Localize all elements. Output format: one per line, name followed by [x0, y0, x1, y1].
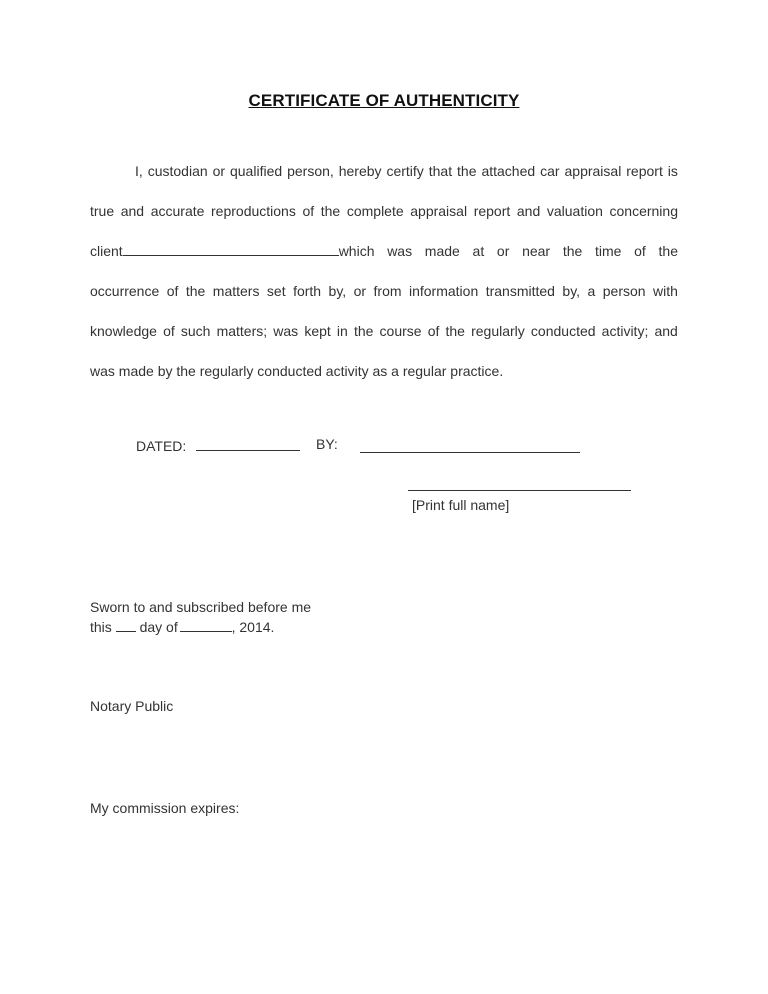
word: and — [120, 203, 145, 219]
sworn-statement — [90, 597, 311, 637]
word: made — [424, 243, 460, 259]
word: which — [338, 243, 375, 259]
word: true — [90, 203, 115, 219]
word: hereby — [338, 163, 382, 179]
word: the — [320, 203, 341, 219]
word: attached — [481, 163, 536, 179]
word: or — [212, 163, 226, 179]
word: the — [353, 323, 374, 339]
word: person, — [287, 163, 334, 179]
word: custodian — [147, 163, 208, 179]
word: of — [302, 203, 315, 219]
word: with — [653, 283, 678, 299]
paragraph-line-1 — [90, 151, 678, 191]
dated-label: DATED: — [136, 438, 187, 454]
word: certify — [386, 163, 424, 179]
word: by, — [328, 283, 347, 299]
word: person — [602, 283, 646, 299]
word: information — [408, 283, 479, 299]
word: the — [457, 163, 477, 179]
sworn-line-1: Sworn to and subscribed before me — [90, 599, 312, 615]
word: knowledge — [90, 323, 157, 339]
paragraph-line-5 — [90, 311, 678, 351]
word: is — [667, 163, 678, 179]
sworn-this: this — [90, 619, 112, 635]
word: transmitted — [485, 283, 555, 299]
word: activity; — [601, 323, 649, 339]
word: course — [379, 323, 422, 339]
by-label: BY: — [316, 436, 338, 452]
word: conducted — [530, 323, 596, 339]
line-3-rest — [339, 231, 678, 271]
word: matters; — [216, 323, 268, 339]
signature-blank-line[interactable] — [360, 436, 580, 453]
word: in — [336, 323, 348, 339]
print-name-label: [Print full name] — [412, 497, 510, 513]
word: forth — [293, 283, 322, 299]
word: complete — [346, 203, 404, 219]
word: the — [185, 283, 206, 299]
word: by, — [562, 283, 581, 299]
word: accurate — [150, 203, 205, 219]
word: the — [562, 243, 583, 259]
word: the — [658, 243, 678, 259]
word: from — [373, 283, 402, 299]
word: of — [163, 323, 175, 339]
word: of — [427, 323, 440, 339]
word: reproductions — [211, 203, 296, 219]
word: or — [496, 243, 510, 259]
word: set — [266, 283, 286, 299]
word: valuation — [546, 203, 603, 219]
word: concerning — [609, 203, 678, 219]
word: at — [472, 243, 485, 259]
word: appraisal — [564, 163, 622, 179]
dated-field — [136, 436, 300, 454]
paragraph-line-6: was made by the regularly conducted activity as a regular practice. — [90, 363, 504, 379]
word: report — [473, 203, 511, 219]
word: that — [428, 163, 453, 179]
client-blank-line[interactable] — [123, 241, 339, 256]
word: matters — [212, 283, 260, 299]
word: of — [634, 243, 646, 259]
word: near — [522, 243, 551, 259]
word: qualified — [229, 163, 283, 179]
sworn-line-2 — [90, 617, 311, 637]
word: or — [353, 283, 367, 299]
paragraph-line-2 — [90, 191, 678, 231]
client-label: client — [90, 243, 123, 259]
word: and — [654, 323, 678, 339]
sworn-day-of: day of — [139, 619, 178, 635]
word: occurrence — [90, 283, 160, 299]
commission-expires-label: My commission expires: — [90, 800, 240, 816]
client-field — [90, 231, 339, 271]
document-title: CERTIFICATE OF AUTHENTICITY — [248, 91, 520, 110]
month-blank-line[interactable] — [180, 617, 232, 632]
notary-public-label: Notary Public — [90, 698, 174, 714]
sworn-year: , 2014. — [231, 619, 275, 635]
word: time — [594, 243, 622, 259]
word: kept — [304, 323, 331, 339]
word: regularly — [471, 323, 525, 339]
word: I, — [135, 163, 143, 179]
word: was — [273, 323, 299, 339]
word: report — [626, 163, 663, 179]
day-blank-line[interactable] — [116, 617, 136, 632]
paragraph-line-3 — [90, 231, 678, 271]
word: such — [180, 323, 211, 339]
word: and — [516, 203, 541, 219]
print-name-blank-line[interactable] — [408, 474, 631, 491]
word: of — [166, 283, 179, 299]
word: the — [445, 323, 465, 339]
paragraph-line-4 — [90, 271, 678, 311]
word: was — [387, 243, 413, 259]
word: a — [587, 283, 596, 299]
word: car — [540, 163, 560, 179]
word: appraisal — [410, 203, 468, 219]
dated-blank-line[interactable] — [196, 436, 300, 451]
